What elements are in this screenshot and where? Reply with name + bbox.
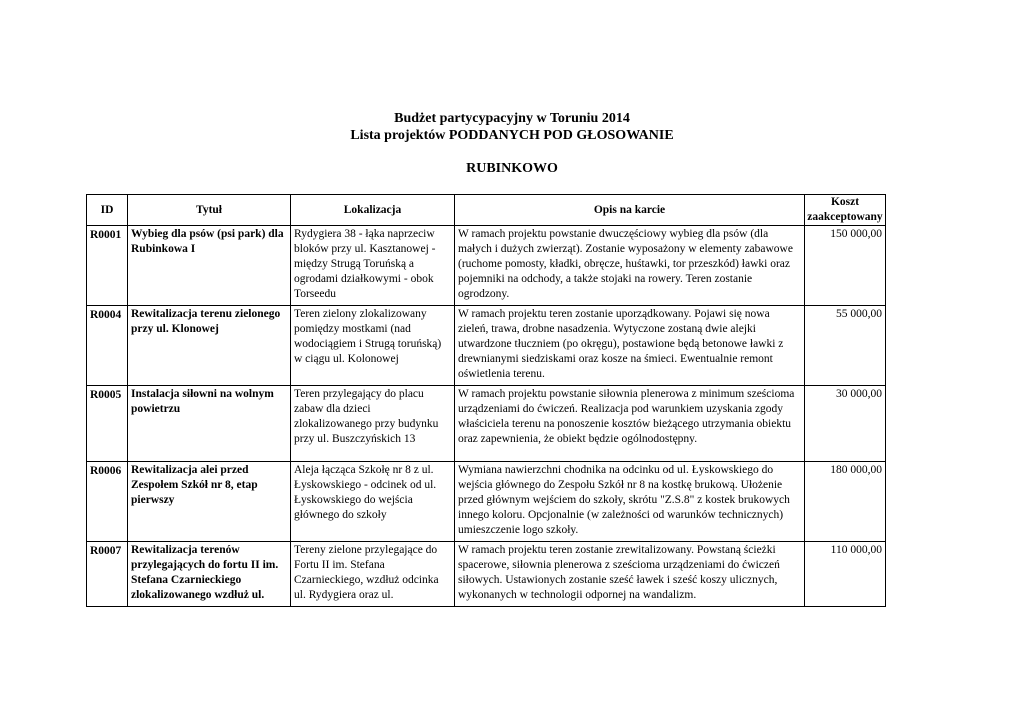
cell-id: R0007 bbox=[87, 542, 128, 607]
section-heading: RUBINKOWO bbox=[466, 161, 558, 176]
cell-location: Tereny zielone przylegające do Fortu II im. Stefana Czarnieckiego, wzdłuż odcinka ul. Rydygiera oraz ul. bbox=[291, 542, 455, 607]
table-row bbox=[87, 542, 886, 607]
document-subtitle: Lista projektów PODDANYCH POD GŁOSOWANIE bbox=[350, 128, 674, 143]
header-id: ID bbox=[87, 195, 128, 226]
header-location: Lokalizacja bbox=[291, 195, 455, 226]
cell-location: Rydygiera 38 - łąka naprzeciw bloków przy ul. Kasztanowej - między Strugą Toruńską a ogrodami działkowymi - obok Torseedu bbox=[291, 226, 455, 306]
table-row bbox=[87, 306, 886, 386]
header-cost-line1: Koszt bbox=[830, 196, 860, 208]
cell-location: Teren przylegający do placu zabaw dla dzieci zlokalizowanego przy budynku przy ul. Buszczyńskich 13 bbox=[291, 386, 455, 462]
cell-cost: 30 000,00 bbox=[805, 386, 886, 462]
cell-cost: 150 000,00 bbox=[805, 226, 886, 306]
table-row bbox=[87, 462, 886, 542]
header-description: Opis na karcie bbox=[455, 195, 805, 226]
cell-description: Wymiana nawierzchni chodnika na odcinku od ul. Łyskowskiego do wejścia głównego do Zespołu Szkół nr 8 na kostkę brukową. Ułożenie przed głównym wejściem do szkoły, skrótu "Z.S.8" z kostek brukowych innego koloru. Opcjonalnie (w zależności od warunków technicznych) umieszczenie logo szkoły. bbox=[455, 462, 805, 542]
cell-location: Teren zielony zlokalizowany pomiędzy mostkami (nad wodociągiem i Strugą toruńską) w ciągu ul. Kolonowej bbox=[291, 306, 455, 386]
table-header-row bbox=[87, 195, 886, 226]
table-row bbox=[87, 386, 886, 462]
cell-title: Wybieg dla psów (psi park) dla Rubinkowa I bbox=[128, 226, 291, 306]
projects-table bbox=[86, 194, 886, 607]
cell-id: R0004 bbox=[87, 306, 128, 386]
cell-description: W ramach projektu teren zostanie zrewitalizowany. Powstaną ścieżki spacerowe, siłownia plenerowa z sześcioma urządzeniami do ćwiczeń siłowych. Ustawionych zostanie sześć ławek i sześć koszy ulicznych, wykonanych w technologii odpornej na wandalizm. bbox=[455, 542, 805, 607]
cell-title: Rewitalizacja terenów przylegających do fortu II im. Stefana Czarnieckiego zlokalizowanego wzdłuż ul. bbox=[128, 542, 291, 607]
header-title: Tytuł bbox=[128, 195, 291, 226]
cell-description: W ramach projektu powstanie dwuczęściowy wybieg dla psów (dla małych i dużych zwierząt). Zostanie wyposażony w elementy zabawowe (ruchome pomosty, kładki, obręcze, huśtawki, tor przeszkód) ławki oraz pojemniki na odchody, a także stojaki na rowery. Teren zostanie ogrodzony. bbox=[455, 226, 805, 306]
cell-location: Aleja łącząca Szkołę nr 8 z ul. Łyskowskiego - odcinek od ul. Łyskowskiego do wejścia głównego do szkoły bbox=[291, 462, 455, 542]
header-cost-line2: zaakceptowany bbox=[807, 211, 883, 223]
cell-cost: 180 000,00 bbox=[805, 462, 886, 542]
cell-id: R0001 bbox=[87, 226, 128, 306]
cell-title: Rewitalizacja terenu zielonego przy ul. Klonowej bbox=[128, 306, 291, 386]
cell-description: W ramach projektu powstanie siłownia plenerowa z minimum sześcioma urządzeniami do ćwiczeń. Realizacja pod warunkiem uzyskania zgody właściciela terenu na ponoszenie kosztów bieżącego utrzymania obiektu oraz zapewnienia, że obiekt będzie ogólnodostępny. bbox=[455, 386, 805, 462]
table-row bbox=[87, 226, 886, 306]
cell-cost: 55 000,00 bbox=[805, 306, 886, 386]
document-header bbox=[0, 110, 1024, 144]
cell-title: Instalacja siłowni na wolnym powietrzu bbox=[128, 386, 291, 462]
header-cost bbox=[805, 195, 886, 226]
cell-id: R0006 bbox=[87, 462, 128, 542]
cell-cost: 110 000,00 bbox=[805, 542, 886, 607]
cell-id: R0005 bbox=[87, 386, 128, 462]
cell-title: Rewitalizacja alei przed Zespołem Szkół nr 8, etap pierwszy bbox=[128, 462, 291, 542]
cell-description: W ramach projektu teren zostanie uporządkowany. Pojawi się nowa zieleń, trawa, drobne nasadzenia. Wytyczone zostaną dwie alejki utwardzone tłuczniem (po okręgu), postawione będą betonowe ławki z drewnianymi siedziskami oraz kosze na śmieci. Ewentualnie remont oświetlenia terenu. bbox=[455, 306, 805, 386]
document-title: Budżet partycypacyjny w Toruniu 2014 bbox=[394, 111, 630, 126]
